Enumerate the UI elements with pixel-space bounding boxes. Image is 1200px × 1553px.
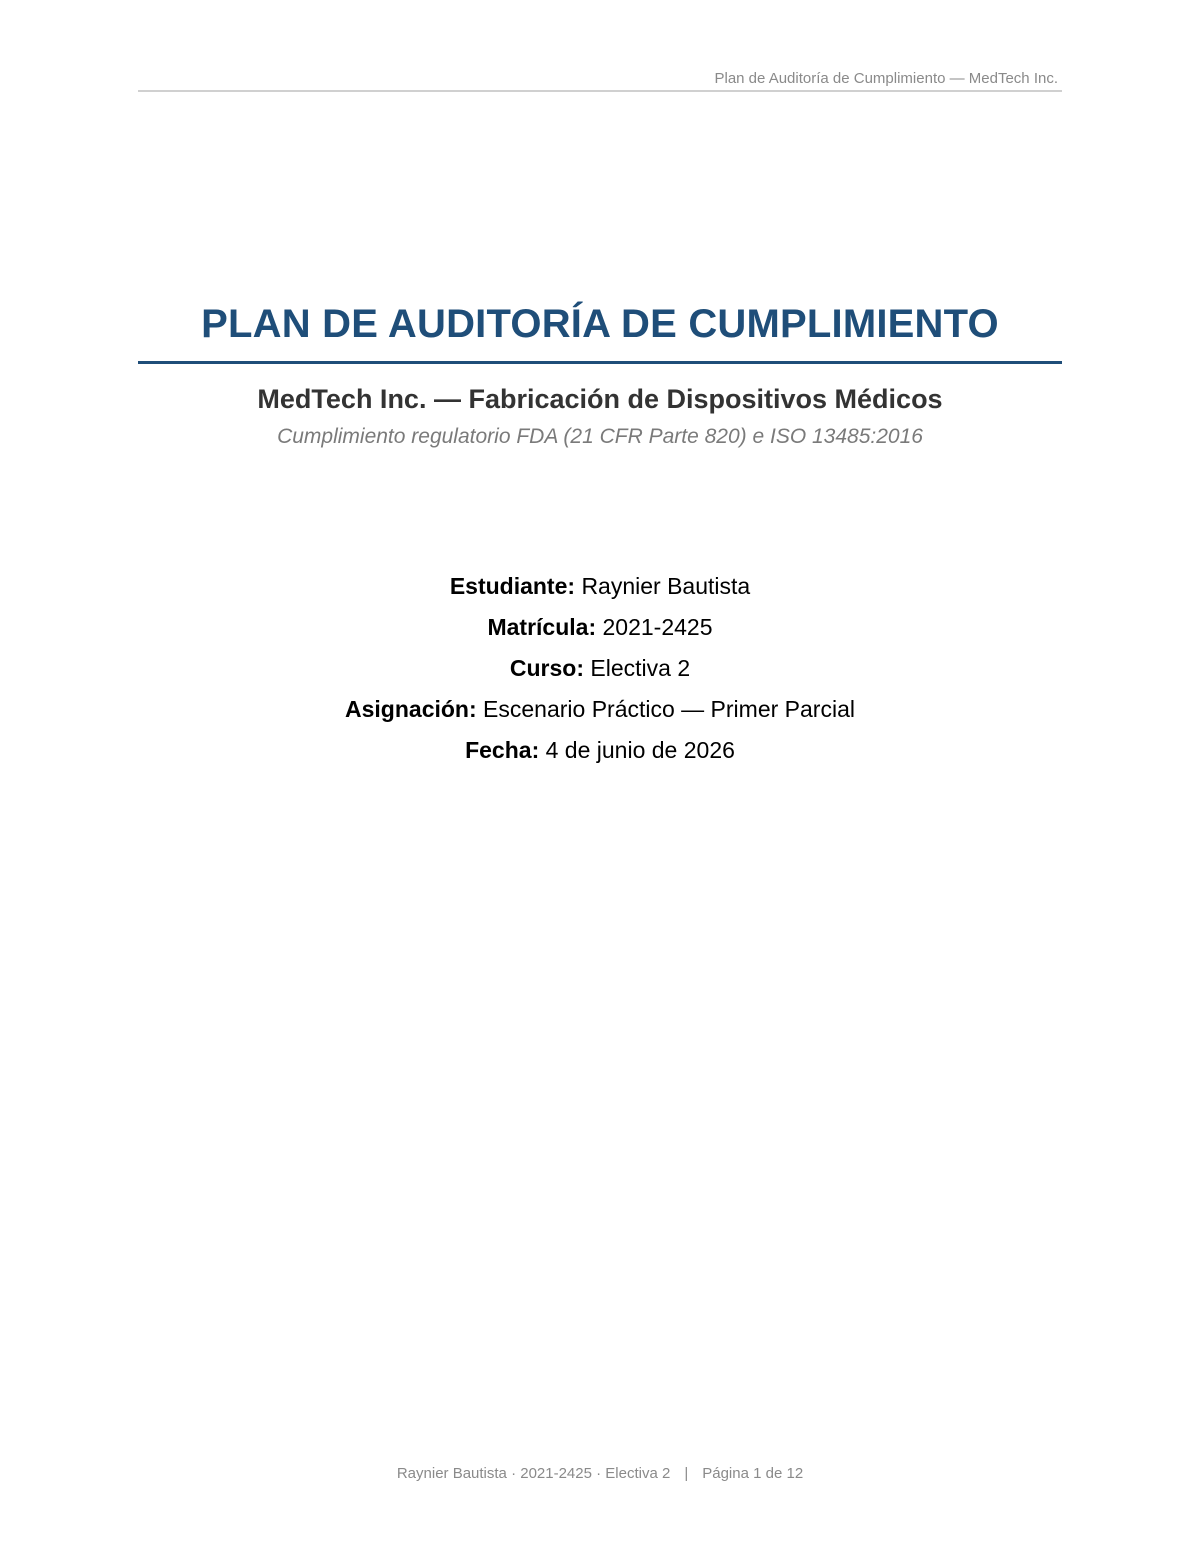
date-label: Fecha: bbox=[465, 737, 540, 763]
info-line-assignment bbox=[138, 689, 1062, 730]
footer-author-info: Raynier Bautista · 2021-2425 · Electiva 2 bbox=[396, 1465, 671, 1482]
title-divider bbox=[138, 361, 1062, 364]
running-header-title: Plan de Auditoría de Cumplimiento — MedTech Inc. bbox=[714, 70, 1058, 87]
document-subtitle: MedTech Inc. — Fabricación de Dispositivos Médicos bbox=[257, 384, 943, 414]
assignment-value: Escenario Práctico — Primer Parcial bbox=[483, 696, 855, 722]
page-footer bbox=[138, 1465, 1062, 1482]
info-line-student bbox=[138, 566, 1062, 607]
footer-separator: | bbox=[684, 1465, 689, 1482]
document-tagline: Cumplimiento regulatorio FDA (21 CFR Parte 820) e ISO 13485:2016 bbox=[277, 425, 923, 448]
page-header bbox=[138, 68, 1062, 92]
title-block bbox=[138, 296, 1062, 451]
assignment-label: Asignación: bbox=[345, 696, 477, 722]
info-line-date bbox=[138, 730, 1062, 771]
document-title: PLAN DE AUDITORÍA DE CUMPLIMIENTO bbox=[201, 302, 999, 346]
course-label: Curso: bbox=[509, 655, 584, 681]
course-value: Electiva 2 bbox=[590, 655, 691, 681]
info-line-id bbox=[138, 607, 1062, 648]
student-label: Estudiante: bbox=[449, 573, 576, 599]
id-label: Matrícula: bbox=[487, 614, 597, 640]
student-info-block bbox=[138, 566, 1062, 771]
info-line-course bbox=[138, 648, 1062, 689]
date-value: 4 de junio de 2026 bbox=[545, 737, 735, 763]
student-value: Raynier Bautista bbox=[581, 573, 751, 599]
id-value: 2021-2425 bbox=[602, 614, 713, 640]
page-number: Página 1 de 12 bbox=[702, 1465, 804, 1482]
